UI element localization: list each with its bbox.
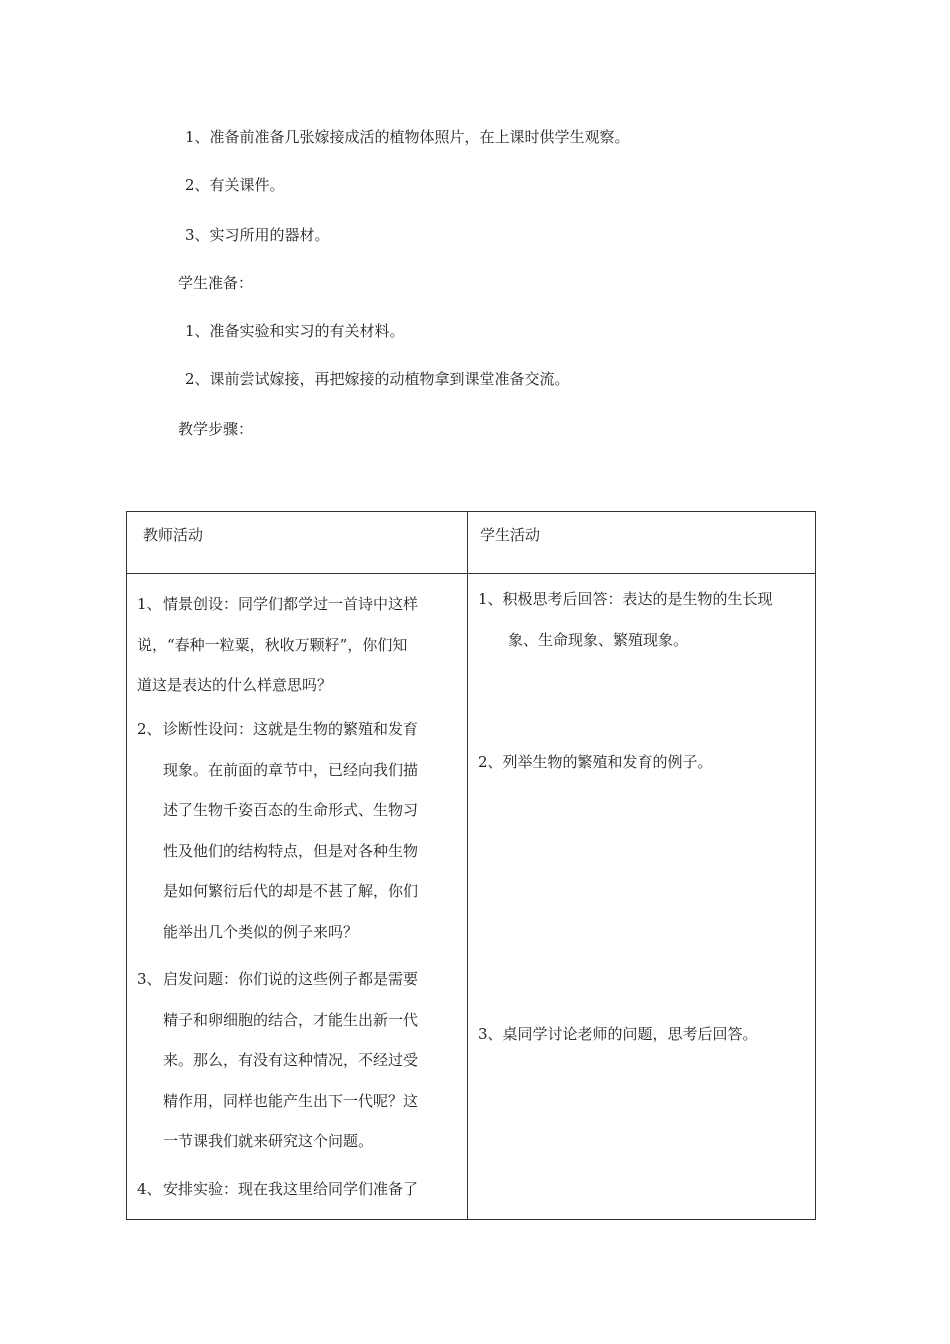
teacher-step-line: 是如何繁衍后代的却是不甚了解，你们 [163, 882, 419, 900]
header-teacher-activity: 教师活动 [143, 526, 204, 544]
header-cell-teacher [127, 512, 468, 574]
teacher-step-number: 3、 [137, 970, 162, 988]
teacher-step-line: 启发问题：你们说的这些例子都是需要 [163, 970, 419, 988]
student-step-line: 1、积极思考后回答：表达的是生物的生长现 [478, 590, 773, 608]
teacher-step-number: 2、 [137, 720, 162, 738]
teacher-step-2 [137, 709, 459, 952]
teacher-step-line: 道这是表达的什么样意思吗？ [137, 676, 333, 694]
teacher-step-line: 述了生物千姿百态的生命形式、生物习 [163, 801, 419, 819]
student-prep-item-2: 2、课前尝试嫁接，再把嫁接的动植物拿到课堂准备交流。 [185, 370, 570, 388]
prep-item-1: 1、准备前准备几张嫁接成活的植物体照片，在上课时供学生观察。 [185, 128, 630, 146]
teacher-step-1 [137, 584, 459, 706]
teacher-activity-content [127, 574, 467, 1219]
teacher-step-line: 情景创设：同学们都学过一首诗中这样 [163, 595, 419, 613]
teacher-step-line: 能举出几个类似的例子来吗？ [163, 922, 359, 941]
teacher-step-3 [137, 959, 459, 1162]
header-cell-student [468, 512, 816, 574]
teacher-step-line: 精子和卵细胞的结合，才能生出新一代 [163, 1010, 419, 1029]
table-header-row [127, 512, 816, 574]
teacher-step-number: 4、 [137, 1180, 162, 1198]
student-activity-cell [468, 574, 816, 1220]
teacher-step-4 [137, 1169, 459, 1210]
student-step-3 [478, 1014, 808, 1055]
lesson-activity-table [126, 511, 816, 1220]
teacher-step-number: 1、 [137, 595, 162, 613]
prep-item-2: 2、有关课件。 [185, 176, 285, 194]
teacher-step-line: 精作用，同样也能产生出下一代呢？这 [163, 1091, 419, 1110]
header-student-activity: 学生活动 [480, 526, 541, 544]
teacher-step-line: 一节课我们就来研究这个问题。 [163, 1132, 374, 1150]
teacher-step-line: 说，“春种一粒粟，秋收万颗籽”，你们知 [137, 635, 408, 654]
student-prep-heading: 学生准备： [178, 274, 254, 292]
teacher-step-line: 安排实验：现在我这里给同学们准备了 [163, 1180, 419, 1198]
teacher-step-line: 来。那么，有没有这种情况，不经过受 [163, 1051, 419, 1069]
student-step-1 [478, 579, 808, 660]
student-step-line: 2、列举生物的繁殖和发育的例子。 [478, 753, 713, 771]
teacher-step-line: 诊断性设问：这就是生物的繁殖和发育 [163, 720, 419, 738]
student-prep-item-1: 1、准备实验和实习的有关材料。 [185, 322, 405, 340]
table-body-row [127, 574, 816, 1220]
prep-item-3: 3、实习所用的器材。 [185, 226, 330, 244]
teacher-step-line: 性及他们的结构特点，但是对各种生物 [163, 841, 419, 860]
teacher-step-line: 现象。在前面的章节中，已经向我们描 [163, 760, 419, 779]
student-activity-content [468, 574, 815, 1219]
student-step-line: 象、生命现象、繁殖现象。 [508, 630, 689, 649]
teacher-activity-cell [127, 574, 468, 1220]
student-step-line: 3、桌同学讨论老师的问题，思考后回答。 [478, 1025, 758, 1043]
student-step-2 [478, 742, 808, 783]
teaching-steps-heading: 教学步骤： [178, 420, 254, 438]
